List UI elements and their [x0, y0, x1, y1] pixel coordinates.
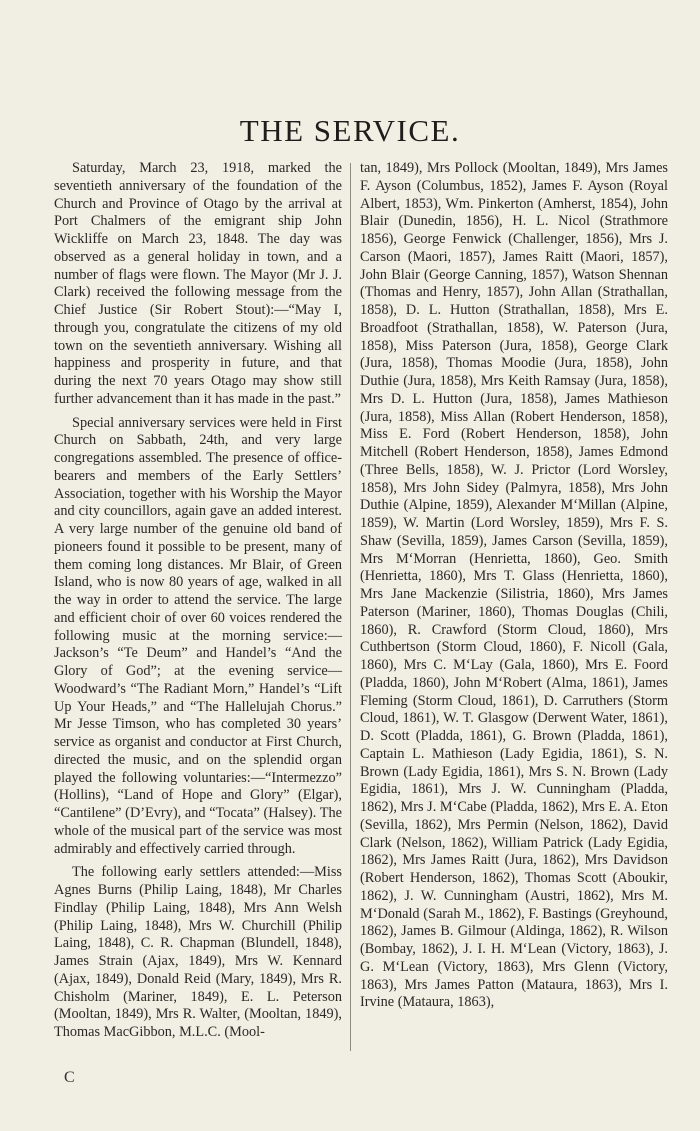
- paragraph-services: Special anniversary services were held in First Church on Sabbath, 24th, and very large congregations assembled. The presence of office-bearers and members of the Early Settlers’ Association, together with his Worship the Mayor and city councillors, again gave an added interest. A very large number of the genuine old band of pioneers found it possible to be present, many of them coming long distances. Mr Blair, of Green Island, who is now 80 years of age, walked in all the way in order to attend the service. The large and efficient choir of over 60 voices rendered the following music at the morning service:—Jackson’s “Te Deum” and Handel’s “And the Glory of God”; at the evening service—Woodward’s “The Radiant Morn,” Handel’s “Lift Up Your Heads,” and “The Hallelujah Chorus.” Mr Jesse Timson, who has completed 30 years’ service as organist and conductor at First Church, directed the music, and on the splendid organ played the following voluntaries:—“Intermezzo” (Hollins), “Land of Hope and Glory” (Elgar), “Cantilene” (D’Evry), and “Tocata” (Halsey). The whole of the musical part of the service was most admirably and effectively carried through.: [54, 414, 342, 857]
- page-title: THE SERVICE.: [239, 113, 461, 148]
- paragraph-settlers-list-continued: tan, 1849), Mrs Pollock (Mooltan, 1849), Mrs James F. Ayson (Columbus, 1852), James F. Ayson (Royal Albert, 1853), Wm. Pinkerton (Amherst, 1854), John Blair (Dunedin, 1856), H. L. Nicol (Strathmore 1856), George Fenwick (Challenger, 1856), Mrs J. Carson (Maori, 1857), James Raitt (Maori, 1857), John Blair (George Canning, 1857), Watson Shennan (Thomas and Henry, 1857), John Allan (Strathallan, 1858), D. L. Hutton (Strathallan, 1858), Mrs E. Broadfoot (Strathallan, 1858), W. Paterson (Jura, 1858), Miss Paterson (Jura, 1858), George Clark (Jura, 1858), Thomas Moodie (Jura, 1858), John Duthie (Jura, 1858), Mrs Keith Ramsay (Jura, 1858), Mrs D. L. Hutton (Jura, 1858), James Mathieson (Jura, 1858), Miss Allan (Robert Henderson, 1858), Miss E. Ford (Robert Henderson, 1858), John Mitchell (Robert Henderson, 1858), James Edmond (Three Bells, 1858), W. J. Prictor (Lord Worsley, 1858), Mrs John Sidey (Palmyra, 1858), Mrs John Duthie (Alpine, 1859), Alexander M‘Millan (Alpine, 1859), W. Martin (Lord Worsley, 1859), Mrs F. S. Shaw (Sevilla, 1859), James Carson (Sevilla, 1859), Mrs M‘Morran (Henrietta, 1860), Geo. Smith (Henrietta, 1860), Mrs T. Glass (Henrietta, 1860), Mrs Jane Mackenzie (Silistria, 1860), Mrs James Paterson (Mariner, 1860), Thomas Douglas (Chili, 1860), R. Crawford (Storm Cloud, 1860), Mrs Cuthbertson (Storm Cloud, 1860), F. Nicoll (Gala, 1860), Mrs C. M‘Lay (Gala, 1860), Mrs E. Foord (Pladda, 1860), John M‘Robert (Alma, 1861), James Fleming (Storm Cloud, 1861), D. Carruthers (Storm Cloud, 1861), W. T. Glasgow (Derwent Water, 1861), D. Scott (Pladda, 1861), G. Brown (Pladda, 1861), Captain L. Mathieson (Lady Egidia, 1861), S. N. Brown (Lady Egidia, 1861), Mrs S. N. Brown (Lady Egidia, 1861), Mrs J. W. Cunningham (Pladda, 1862), Mrs J. M‘Cabe (Pladda, 1862), Mrs E. A. Eton (Sevilla, 1862), Mrs Permin (Nelson, 1862), David Clark (Nelson, 1862), William Patrick (Lady Egidia, 1862), Mrs James Raitt (Jura, 1862), Mrs Davidson (Robert Henderson, 1862), Thomas Scott (Aboukir, 1862), J. W. Cunningham (Austri, 1862), Mrs M. M‘Donald (Sarah M., 1862), F. Bastings (Greyhound, 1862), James B. Gilmour (Aldinga, 1862), R. Wilson (Bombay, 1862), J. I. H. M‘Lean (Victory, 1863), J. G. M‘Lean (Victory, 1863), Mrs Glenn (Victory, 1863), Mrs James Patton (Mataura, 1863), Mrs I. Irvine (Mataura, 1863),: [360, 160, 668, 1011]
- signature-mark: C: [64, 1069, 75, 1086]
- left-column: [54, 160, 342, 1042]
- paragraph-anniversary: Saturday, March 23, 1918, marked the seventieth anniversary of the foundation of the Church and Province of Otago by the arrival at Port Chalmers of the emigrant ship John Wickliffe on March 23, 1848. The day was observed as a general holiday in town, and a number of flags were flown. The Mayor (Mr J. J. Clark) received the following message from the Chief Justice (Sir Robert Stout):—“May I, through you, congratulate the citizens of my old town on the seventieth anniversary. Wishing all happiness and prosperity in future, and that during the next 70 years Otago may show still further advancement than it has made in the past.”: [54, 160, 342, 407]
- paragraph-settlers-list: The following early settlers attended:—Miss Agnes Burns (Philip Laing, 1848), Mr Charles Findlay (Philip Laing, 1848), Mrs Ann Welsh (Philip Laing, 1848), Mrs W. Churchill (Philip Laing, 1848), C. R. Chapman (Blundell, 1848), James Strain (Ajax, 1849), Mrs W. Kennard (Ajax, 1849), Donald Reid (Mary, 1849), Mrs R. Chisholm (Mariner, 1849), E. L. Peterson (Mooltan, 1849), Mrs R. Walter, (Mooltan, 1849), Thomas MacGibbon, M.L.C. (Mool-: [54, 864, 342, 1040]
- column-divider: [350, 163, 351, 1051]
- right-column: [360, 160, 668, 1012]
